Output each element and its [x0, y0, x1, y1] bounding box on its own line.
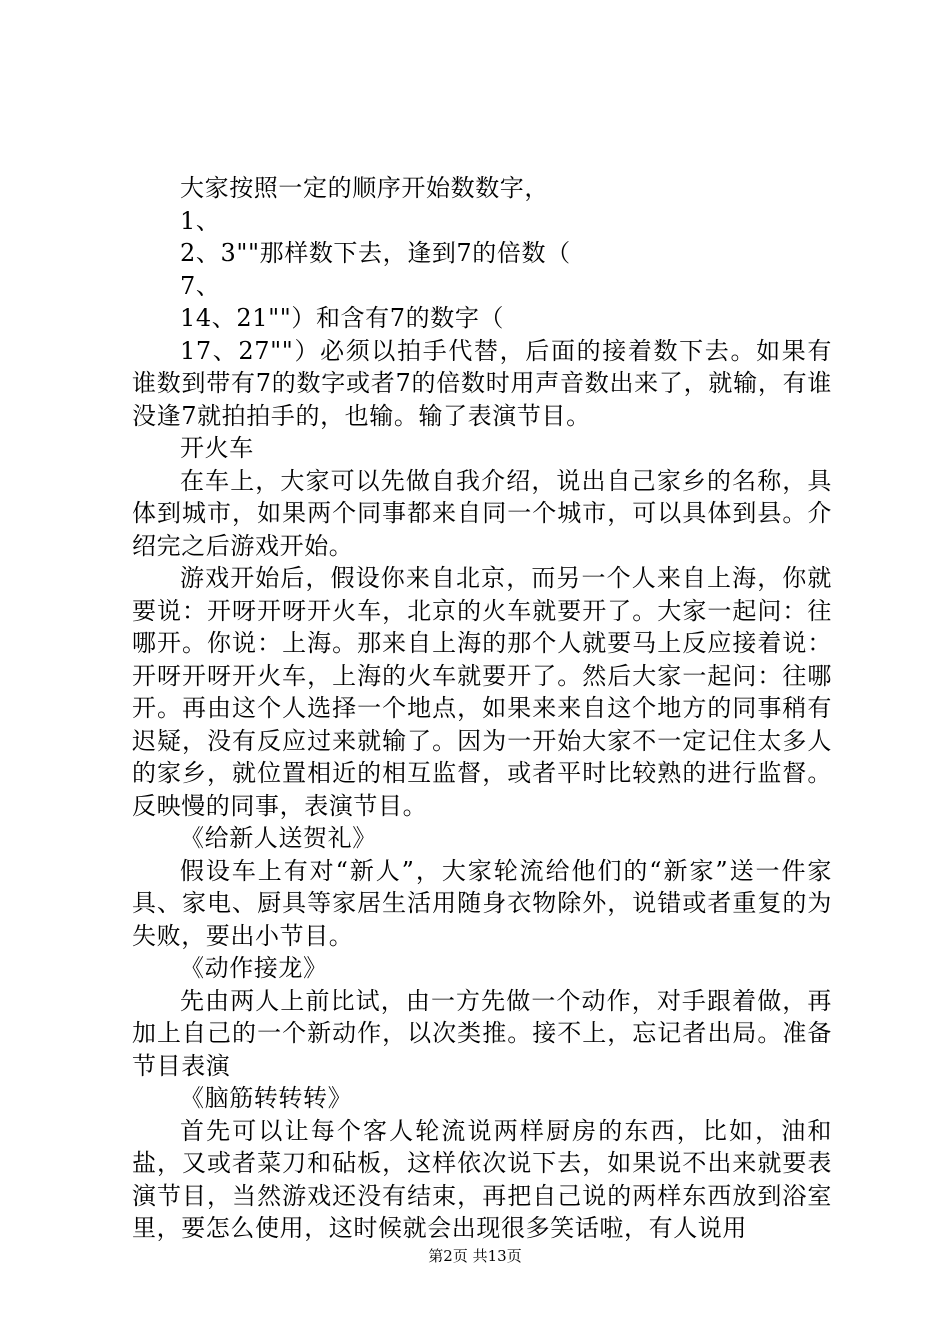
paragraph: 在车上，大家可以先做自我介绍，说出自己家乡的名称，具体到城市，如果两个同事都来自同一个城市，可以具体到县。介绍完之后游戏开始。 [132, 466, 832, 560]
paragraph: 假设车上有对“新人”，大家轮流给他们的“新家”送一件家具、家电、厨具等家居生活用随身衣物除外，说错或者重复的为失败，要出小节目。 [132, 856, 832, 950]
paragraph: 7、 [180, 271, 221, 300]
page-footer: 第2页 共13页 [428, 1247, 522, 1265]
section-heading: 开火车 [180, 434, 254, 462]
paragraph: 大家按照一定的顺序开始数数字， [180, 174, 549, 202]
paragraph: 14、21""）和含有7的数字（ [180, 304, 505, 332]
paragraph: 17、27""）必须以拍手代替，后面的接着数下去。如果有谁数到带有7的数字或者7的倍数时用声音数出来了，就输，有谁没逢7就拍拍手的，也输。输了表演节目。 [132, 336, 832, 430]
paragraph: 2、3""那样数下去，逢到7的倍数（ [180, 239, 571, 267]
section-heading: 《动作接龙》 [180, 954, 328, 982]
paragraph: 游戏开始后，假设你来自北京，而另一个人来自上海，你就要说：开呀开呀开火车，北京的火车就要开了。大家一起问：往哪开。你说：上海。那来自上海的那个人就要马上反应接着说：开呀开呀开火车，上海的火车就要开了。然后大家一起问：往哪开。再由这个人选择一个地点，如果来来自这个地方的同事稍有迟疑，没有反应过来就输了。因为一开始大家不一定记住太多人的家乡，就位置相近的相互监督，或者平时比较熟的进行监督。反映慢的同事，表演节目。 [132, 564, 832, 820]
paragraph: 首先可以让每个客人轮流说两样厨房的东西，比如，油和盐，又或者菜刀和砧板，这样依次说下去，如果说不出来就要表演节目，当然游戏还没有结束，再把自己说的两样东西放到浴室里，要怎么使用，这时候就会出现很多笑话啦，有人说用 [132, 1116, 832, 1242]
paragraph: 先由两人上前比试，由一方先做一个动作，对手跟着做，再加上自己的一个新动作，以次类推。接不上，忘记者出局。准备节目表演 [132, 986, 832, 1080]
section-heading: 《脑筋转转转》 [180, 1084, 353, 1112]
document-body [132, 172, 832, 1245]
section-heading: 《给新人送贺礼》 [180, 824, 377, 852]
paragraph: 1、 [180, 206, 221, 235]
